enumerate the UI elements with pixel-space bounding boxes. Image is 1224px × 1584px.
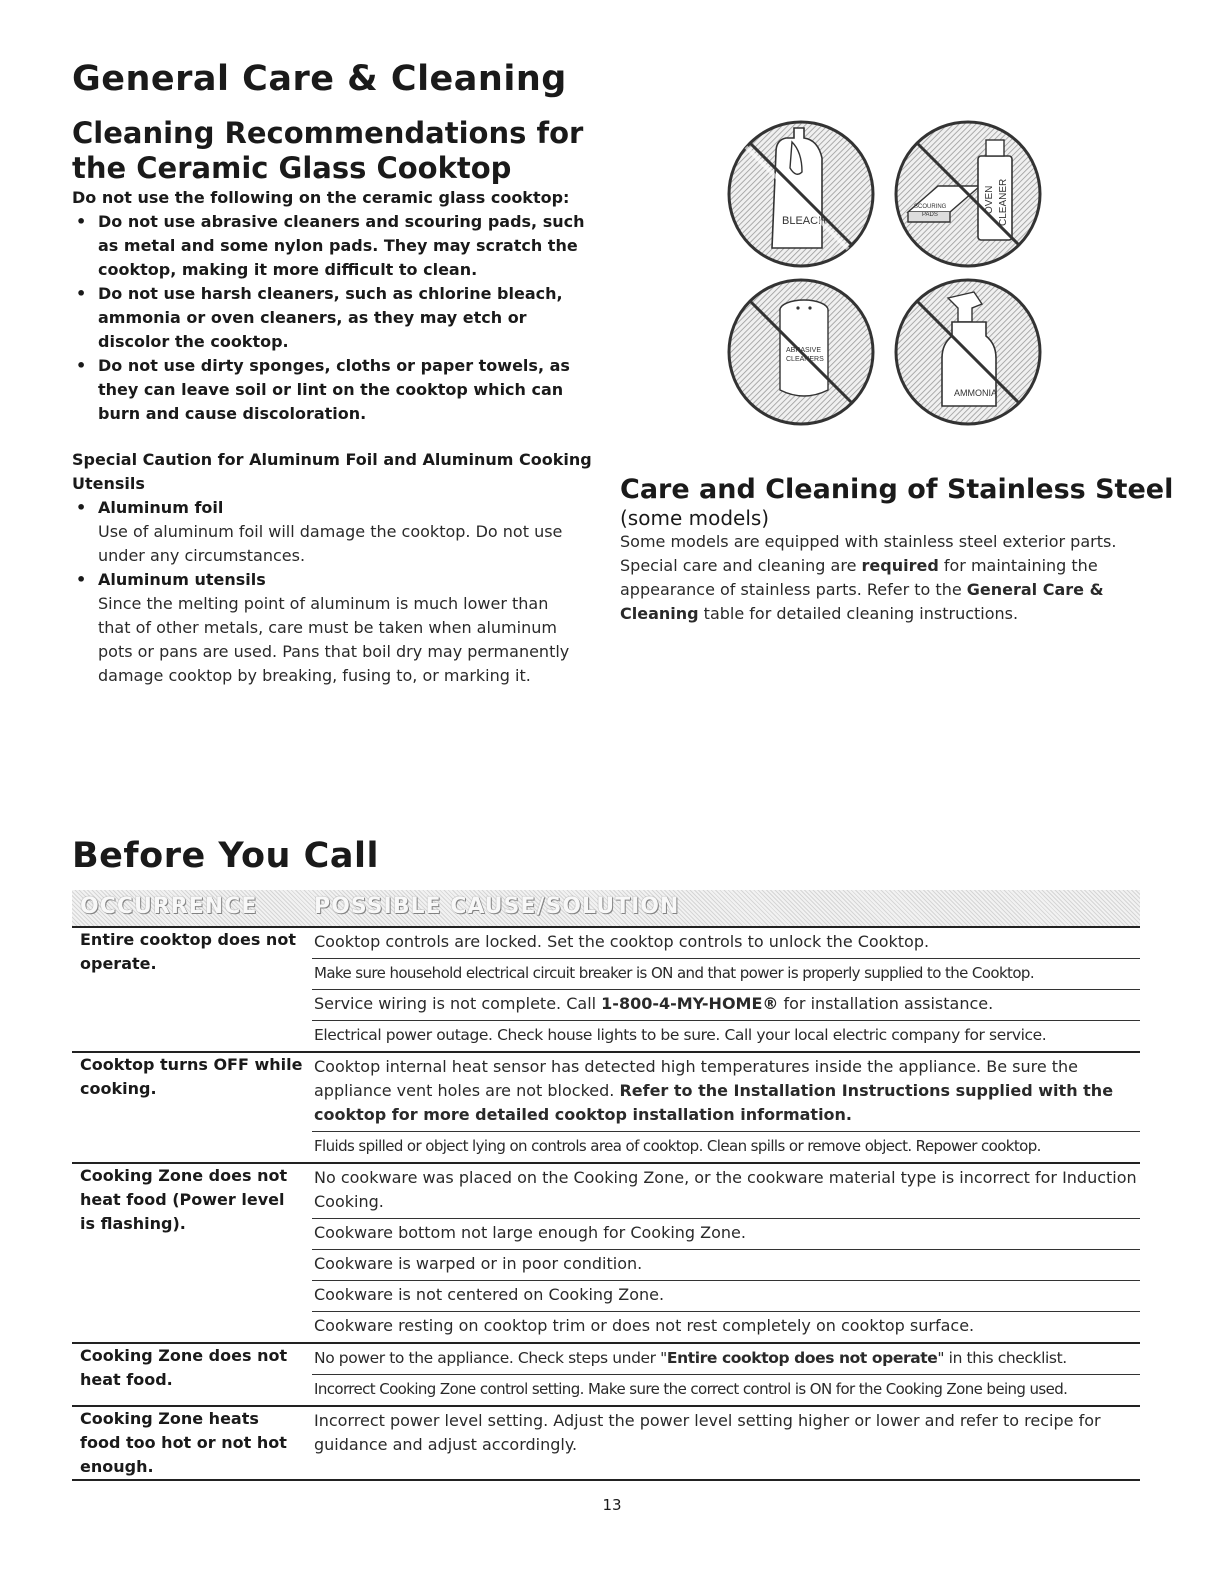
text-run: Service wiring is not complete. Call — [314, 994, 602, 1013]
solution-cell: No cookware was placed on the Cooking Zone, or the cookware material type is incorrect for Induction Cooking. — [312, 1164, 1140, 1219]
solution-cell: Cookware bottom not large enough for Cooking Zone. — [312, 1219, 1140, 1250]
column-header-occurrence: OCCURRENCE — [80, 894, 258, 919]
text-run: for installation assistance. — [778, 994, 994, 1013]
solution-cell: Incorrect power level setting. Adjust the power level setting higher or lower and refer to recipe for guidance and adjust accordingly. — [314, 1411, 1101, 1454]
solution-cell: Incorrect Cooking Zone control setting. Make sure the correct control is ON for the Cooking Zone being used. — [314, 1380, 1068, 1398]
text-run: No power to the appliance. Check steps under " — [314, 1349, 667, 1367]
cleaners-label: CLEANERS — [786, 356, 824, 363]
occurrence-cell: Cooktop turns OFF while cooking. — [80, 1055, 303, 1098]
table-header — [72, 890, 1140, 928]
intro-text: Do not use the following on the ceramic glass cooktop: — [72, 188, 570, 207]
list-item: • Do not use abrasive cleaners and scouring pads, such as metal and some nylon pads. They may scratch the cooktop, making it more difficult to clean. — [72, 210, 602, 282]
scouring-label: SCOURING — [914, 204, 947, 210]
table-row — [72, 928, 1140, 1053]
text-run: Cooktop internal heat sensor has detected high temperatures inside the appliance. Be sure the appliance vent holes are not blocked. — [314, 1057, 1079, 1100]
list-item: • Do not use harsh cleaners, such as chlorine bleach, ammonia or oven cleaners, as they may etch or discolor the cooktop. — [72, 282, 602, 354]
occurrence-cell: Cooking Zone heats food too hot or not hot enough. — [80, 1409, 287, 1476]
column-header-solution: POSSIBLE CAUSE/SOLUTION — [314, 894, 680, 919]
no-ammonia-icon — [896, 280, 1040, 424]
page-title: General Care & Cleaning — [72, 59, 567, 99]
text-run: Some models are equipped with stainless steel exterior parts. Special care and cleaning are — [620, 532, 1117, 575]
solution-cell: Cookware is not centered on Cooking Zone. — [312, 1281, 1140, 1312]
table-row — [72, 1407, 1140, 1481]
no-abrasive-cleaners-icon — [729, 280, 873, 424]
solution-cell — [312, 1053, 1140, 1132]
section-title-ceramic-glass: Cleaning Recommendations for the Ceramic Glass Cooktop — [72, 116, 584, 185]
stainless-subtitle: (some models) — [620, 506, 770, 530]
table-row — [72, 1053, 1140, 1164]
before-you-call-title: Before You Call — [72, 836, 379, 876]
list-item — [72, 568, 572, 592]
solution-cell — [312, 990, 1140, 1021]
oven-label: OVEN — [984, 185, 995, 214]
list-item — [72, 496, 572, 520]
section-title-stainless: Care and Cleaning of Stainless Steel — [620, 474, 1174, 505]
text-run: " in this checklist. — [937, 1349, 1067, 1367]
stainless-paragraph — [620, 530, 1120, 626]
do-not-use-illustration — [716, 112, 1056, 432]
aluminum-list — [72, 496, 572, 688]
text-run-bold: required — [861, 556, 939, 575]
occurrence-cell: Cooking Zone does not heat food (Power level is flashing). — [80, 1166, 288, 1233]
cleaner-label: CLEANER — [998, 178, 1009, 226]
text-run-bold: General Care & Cleaning — [620, 580, 1104, 623]
pads-label: PADS — [922, 212, 938, 218]
item-description: Use of aluminum foil will damage the cooktop. Do not use under any circumstances. — [98, 522, 563, 565]
table-row — [72, 1164, 1140, 1344]
text-run: for maintaining the appearance of stainless parts. Refer to the — [620, 556, 1098, 599]
troubleshooting-table — [72, 928, 1140, 1481]
do-not-use-list — [72, 210, 602, 426]
text-run: table for detailed cleaning instructions. — [698, 604, 1019, 623]
solution-cell — [312, 1344, 1140, 1375]
abrasive-label: ABRASIVE — [786, 347, 822, 354]
solution-cell: Cooktop controls are locked. Set the cooktop controls to unlock the Cooktop. — [312, 928, 1140, 959]
text-run-bold: Refer to the Installation Instructions supplied with the cooktop for more detailed cooktop installation information. — [314, 1081, 1114, 1124]
caution-heading: Special Caution for Aluminum Foil and Aluminum Cooking Utensils — [72, 450, 592, 493]
bleach-label: BLEACH — [782, 215, 827, 227]
occurrence-cell: Entire cooktop does not operate. — [80, 930, 296, 973]
solution-cell: Electrical power outage. Check house lights to be sure. Call your local electric company for service. — [314, 1026, 1047, 1044]
solution-cell: Cookware is warped or in poor condition. — [312, 1250, 1140, 1281]
solution-cell: Cookware resting on cooktop trim or does not rest completely on cooktop surface. — [314, 1316, 975, 1335]
item-description: Since the melting point of aluminum is much lower than that of other metals, care must be taken when aluminum pots or pans are used. Pans that boil dry may permanently damage cooktop by breaking, fusing to, or marking it. — [98, 594, 570, 685]
table-row — [72, 1344, 1140, 1407]
no-scouring-oven-cleaner-icon — [896, 122, 1040, 266]
item-label: • Aluminum utensils — [98, 570, 266, 589]
no-bleach-icon — [729, 122, 873, 266]
solution-cell: Make sure household electrical circuit breaker is ON and that power is properly supplied to the Cooktop. — [312, 959, 1140, 990]
text-run-bold: Entire cooktop does not operate — [666, 1349, 938, 1367]
ammonia-label: AMMONIA — [954, 388, 998, 398]
page-number: 13 — [602, 1496, 622, 1514]
item-label: • Aluminum foil — [98, 498, 224, 517]
occurrence-cell: Cooking Zone does not heat food. — [80, 1346, 288, 1389]
list-item: • Do not use dirty sponges, cloths or paper towels, as they can leave soil or lint on the cooktop which can burn and cause discoloration. — [72, 354, 602, 426]
solution-cell: Fluids spilled or object lying on controls area of cooktop. Clean spills or remove object. Repower cooktop. — [314, 1137, 1041, 1155]
phone-number: 1-800-4-MY-HOME® — [601, 994, 779, 1013]
